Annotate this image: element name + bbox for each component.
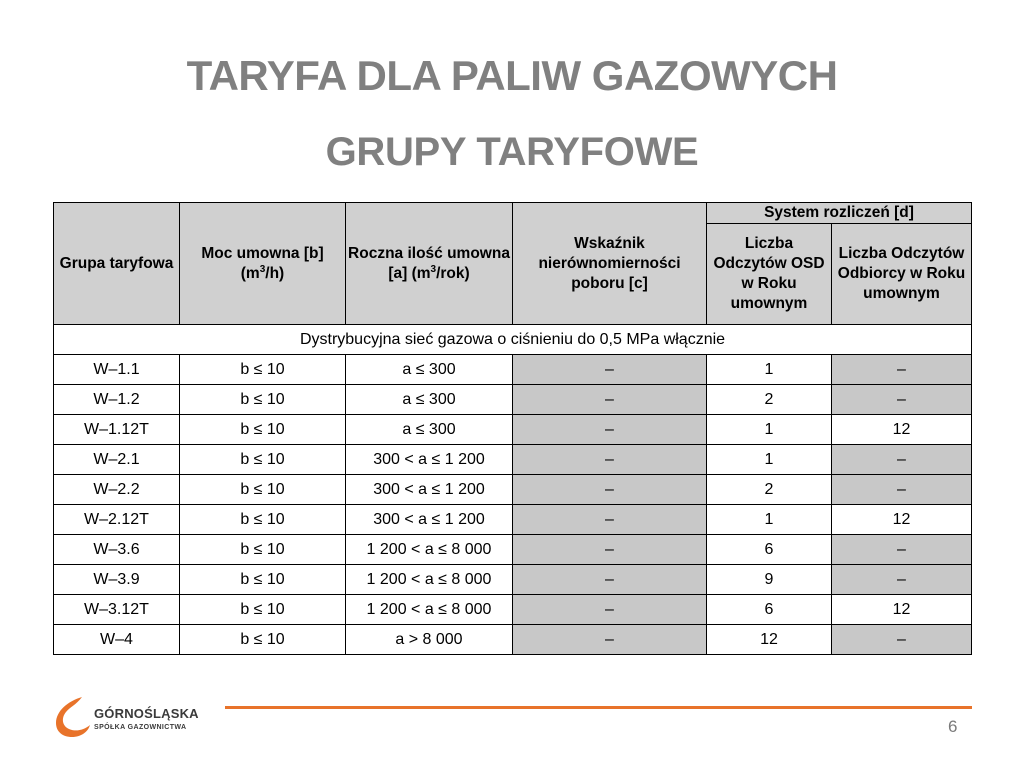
table-row	[54, 505, 972, 535]
flame-logo-icon	[52, 695, 94, 739]
cell-power: b ≤ 10	[180, 505, 346, 535]
cell-customer-readings: 12	[832, 415, 972, 445]
cell-power: b ≤ 10	[180, 475, 346, 505]
cell-power: b ≤ 10	[180, 625, 346, 655]
cell-customer-readings: –	[832, 355, 972, 385]
cell-power: b ≤ 10	[180, 415, 346, 445]
header-customer-readings: Liczba Odczytów Odbiorcy w Roku umownym	[832, 224, 972, 325]
page-subtitle: GRUPY TARYFOWE	[325, 130, 699, 174]
cell-osd-readings: 12	[707, 625, 832, 655]
cell-volume: 300 < a ≤ 1 200	[346, 505, 513, 535]
cell-customer-readings: –	[832, 445, 972, 475]
cell-customer-readings: –	[832, 565, 972, 595]
cell-volume: 300 < a ≤ 1 200	[346, 445, 513, 475]
section-row: Dystrybucyjna sieć gazowa o ciśnieniu do 0,5 MPa włącznie	[54, 325, 972, 355]
cell-index: –	[513, 385, 707, 415]
cell-index: –	[513, 475, 707, 505]
cell-group: W–2.12T	[54, 505, 180, 535]
table-row	[54, 385, 972, 415]
cell-volume: a ≤ 300	[346, 385, 513, 415]
cell-osd-readings: 6	[707, 535, 832, 565]
cell-customer-readings: –	[832, 625, 972, 655]
table-row	[54, 475, 972, 505]
cell-volume: a > 8 000	[346, 625, 513, 655]
cell-power: b ≤ 10	[180, 355, 346, 385]
cell-group: W–1.1	[54, 355, 180, 385]
table-row	[54, 445, 972, 475]
table-row	[54, 415, 972, 445]
cell-group: W–4	[54, 625, 180, 655]
cell-customer-readings: –	[832, 385, 972, 415]
cell-group: W–3.12T	[54, 595, 180, 625]
header-index: Wskaźnik nierównomierności poboru [c]	[513, 203, 707, 325]
cell-osd-readings: 1	[707, 415, 832, 445]
header-system: System rozliczeń [d]	[707, 203, 972, 224]
cell-power: b ≤ 10	[180, 595, 346, 625]
table-row	[54, 595, 972, 625]
cell-volume: 1 200 < a ≤ 8 000	[346, 565, 513, 595]
cell-osd-readings: 6	[707, 595, 832, 625]
cell-group: W–2.1	[54, 445, 180, 475]
cell-volume: 1 200 < a ≤ 8 000	[346, 595, 513, 625]
logo-subtitle: SPÓŁKA GAZOWNICTWA	[94, 724, 187, 731]
page-title: TARYFA DLA PALIW GAZOWYCH	[186, 52, 838, 99]
cell-osd-readings: 2	[707, 475, 832, 505]
cell-group: W–1.2	[54, 385, 180, 415]
cell-group: W–2.2	[54, 475, 180, 505]
cell-index: –	[513, 505, 707, 535]
cell-group: W–3.9	[54, 565, 180, 595]
header-power: Moc umowna [b] $(m^3/h)$	[180, 203, 346, 325]
table-row	[54, 355, 972, 385]
cell-customer-readings: –	[832, 535, 972, 565]
page-number: 6	[948, 717, 958, 736]
cell-power: b ≤ 10	[180, 565, 346, 595]
cell-power: b ≤ 10	[180, 535, 346, 565]
table-row	[54, 625, 972, 655]
cell-volume: a ≤ 300	[346, 415, 513, 445]
cell-power: b ≤ 10	[180, 385, 346, 415]
cell-volume: 1 200 < a ≤ 8 000	[346, 535, 513, 565]
logo-name: GÓRNOŚLĄSKA	[94, 706, 199, 721]
cell-osd-readings: 1	[707, 505, 832, 535]
cell-power: b ≤ 10	[180, 445, 346, 475]
cell-group: W–1.12T	[54, 415, 180, 445]
header-volume: Roczna ilość umowna [a] $(m^3/rok)$	[346, 203, 513, 325]
cell-index: –	[513, 415, 707, 445]
cell-osd-readings: 2	[707, 385, 832, 415]
cell-index: –	[513, 625, 707, 655]
cell-osd-readings: 1	[707, 445, 832, 475]
cell-index: –	[513, 565, 707, 595]
table-row	[54, 565, 972, 595]
header-osd-readings: Liczba Odczytów OSD w Roku umownym	[707, 224, 832, 325]
cell-osd-readings: 1	[707, 355, 832, 385]
cell-customer-readings: 12	[832, 505, 972, 535]
cell-volume: 300 < a ≤ 1 200	[346, 475, 513, 505]
cell-customer-readings: 12	[832, 595, 972, 625]
cell-customer-readings: –	[832, 475, 972, 505]
footer-divider	[225, 706, 972, 709]
cell-index: –	[513, 445, 707, 475]
cell-osd-readings: 9	[707, 565, 832, 595]
cell-group: W–3.6	[54, 535, 180, 565]
cell-index: –	[513, 355, 707, 385]
cell-index: –	[513, 535, 707, 565]
cell-volume: a ≤ 300	[346, 355, 513, 385]
header-group: Grupa taryfowa	[54, 203, 180, 325]
table-row	[54, 535, 972, 565]
cell-index: –	[513, 595, 707, 625]
tariff-table	[53, 202, 972, 655]
